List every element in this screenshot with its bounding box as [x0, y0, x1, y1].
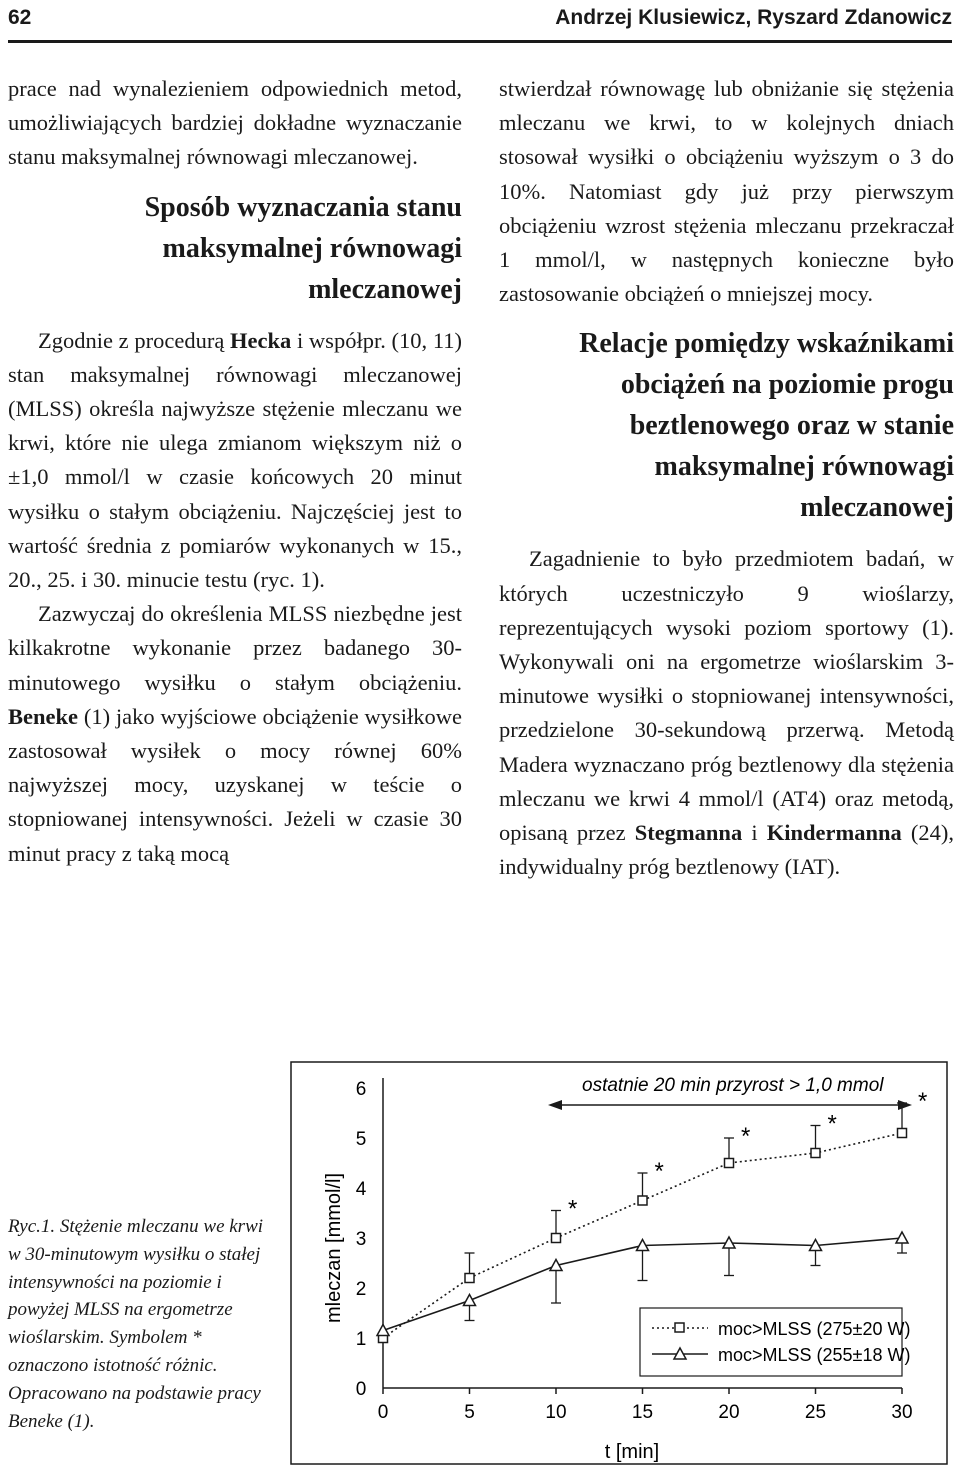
y-tick-label: 4 [355, 1179, 367, 1200]
significance-star: * [918, 1088, 928, 1115]
page-number: 62 [8, 6, 32, 29]
author-name: Stegmanna [634, 820, 743, 846]
significance-star: * [827, 1110, 837, 1138]
y-tick-label: 1 [355, 1329, 367, 1350]
significance-star: * [741, 1123, 751, 1150]
paragraph: prace nad wynalezieniem odpowiednich metod, umożliwiających bardziej dokładne wyznaczanie stanu maksymalnej równowagi mleczanowej. [8, 76, 462, 170]
author-name: Hecka [230, 327, 292, 353]
paragraph: stwierdzał równowagę lub obniżanie się stężenia mleczanu we krwi, to w kolejnych dniach stosował wysiłki o obciążeniu wyższym o 3 do 10%. Natomiast gdy już przy pierwszym obciążeniu wzrost stężenia mleczanu przekraczał 1 mmol/l, w następnych konieczne było zastosowanie obciążeń o mniejszej mocy. [499, 76, 954, 307]
right-column [499, 72, 954, 884]
running-head-authors: Andrzej Klusiewicz, Ryszard Zdanowicz [555, 6, 952, 29]
x-tick-label: 10 [545, 1402, 567, 1423]
header-rule [8, 40, 952, 43]
y-tick-label: 2 [355, 1279, 367, 1300]
x-tick-label: 30 [891, 1402, 913, 1423]
lactate-chart [290, 1058, 950, 1468]
series-line-1 [383, 1133, 902, 1338]
paragraph: Zgodnie z procedurą Hecka i współpr. (10, 11) stan maksymalnej równowagi mleczanowej (MLSS) określa najwyższe stężenie mleczanu we krwi, które nie ulega zmianom większym niż o ±1,0 mmol/l w czasie końcowych 20 minut wysiłku o stałym obciążeniu. Najczęściej jest to wartość średnia z pomiarów wykonanych w 15., 20., 25. i 30. minucie testu (ryc. 1). [8, 327, 462, 593]
author-name: Kindermanna [766, 820, 902, 846]
x-tick-label: 0 [377, 1402, 389, 1423]
data-point-square [811, 1149, 820, 1158]
annotation-arrow [548, 1100, 912, 1110]
data-point-square [638, 1196, 647, 1205]
legend-label-2: moc>MLSS (255±18 W) [718, 1345, 911, 1365]
author-name: Beneke [8, 703, 78, 729]
paragraph: Zagadnienie to było przedmiotem badań, w których uczestniczyło 9 wioślarzy, reprezentujących wysoki poziom sportowy (1). Wykonywali oni na ergometrze wioślarskim 3-minutowe wysiłki o stopniowanej intensywności, przedzielone 30-sekundową przerwą. Metodą Madera wyznaczano próg beztlenowy dla stężenia mleczanu we krwi 4 mmol/l (AT4) oraz metodą, opisaną przez Stegmanna i Kindermanna (24), indywidualny próg beztlenowy (IAT). [499, 546, 954, 880]
data-point-triangle [896, 1232, 908, 1243]
y-tick-label: 6 [355, 1079, 367, 1100]
chart-frame [291, 1062, 947, 1464]
range-annotation: ostatnie 20 min przyrost > 1,0 mmol [582, 1075, 884, 1096]
page-header [8, 0, 952, 40]
data-point-square [465, 1274, 474, 1283]
y-axis-label: mleczan [mmol/l] [323, 1172, 345, 1324]
y-tick-label: 5 [355, 1129, 367, 1150]
x-tick-label: 15 [631, 1402, 654, 1423]
section-heading: Relacje pomiędzy wskaźnikami obciążeń na poziomie progu beztlenowego oraz w stanie maksymalnej równowagi mleczanowej [579, 328, 954, 524]
y-tick-label: 0 [355, 1379, 367, 1400]
x-axis-label: t [min] [604, 1441, 660, 1463]
legend-label-1: moc>MLSS (275±20 W) [718, 1319, 911, 1339]
figure-caption: Ryc.1. Stężenie mleczanu we krwi w 30-minutowym wysiłku o stałej intensywności na poziomie i powyżej MLSS na ergometrze wioślarskim. Symbolem * oznaczono istotność różnic. Opracowano na podstawie pracy Beneke (1). [8, 1216, 264, 1432]
data-point-triangle [377, 1325, 389, 1336]
legend-square-marker [675, 1323, 684, 1332]
legend [640, 1308, 910, 1376]
x-tick-label: 25 [804, 1402, 827, 1423]
x-tick-label: 20 [718, 1402, 740, 1423]
figure-1 [290, 1058, 950, 1468]
left-column [8, 72, 462, 871]
paragraph: Zazwyczaj do określenia MLSS niezbędne jest kilkakrotne wykonanie przez badanego 30-minutowego wysiłku o stałym obciążeniu. Beneke (1) jako wyjściowe obciążenie wysiłkowe zastosował wysiłek o mocy równej 60% najwyższej mocy, uzyskanej w teście o stopniowanej intensywności. Jeżeli w czasie 30 minut pracy z taką mocą [8, 601, 462, 866]
data-point-square [552, 1234, 561, 1243]
data-point-triangle [464, 1295, 476, 1306]
data-point-square [725, 1159, 734, 1168]
significance-star: * [654, 1158, 664, 1185]
data-point-square [898, 1129, 907, 1138]
x-tick-label: 5 [464, 1402, 475, 1423]
y-tick-label: 3 [355, 1229, 367, 1250]
section-heading: Sposób wyznaczania stanu maksymalnej równowagi mleczanowej [144, 191, 462, 305]
significance-star: * [568, 1195, 578, 1223]
